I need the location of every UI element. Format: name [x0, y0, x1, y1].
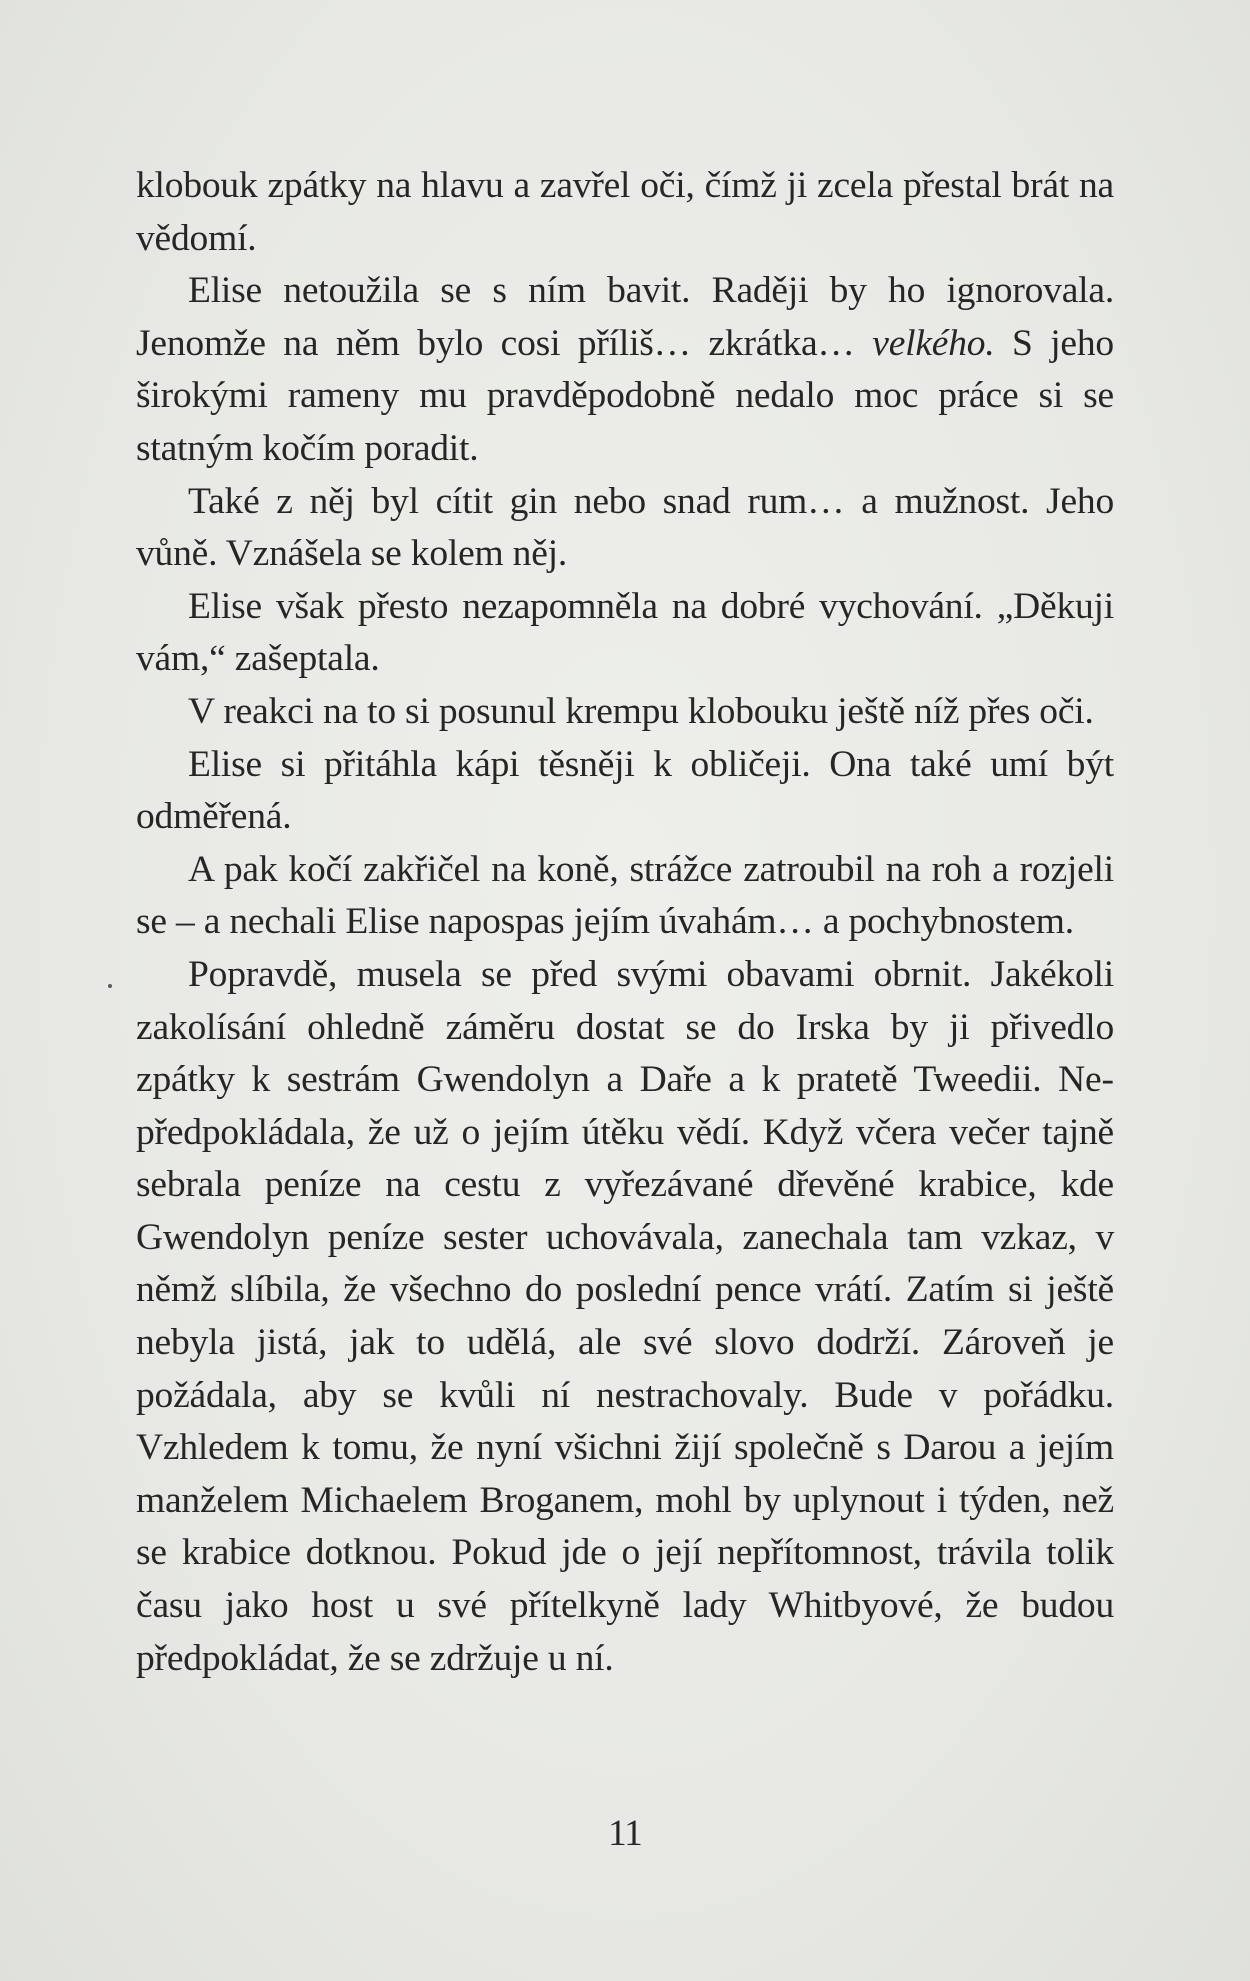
- paragraph: [136, 581, 1114, 686]
- text-run: Také z něj byl cítit gin nebo snad rum… a mužnost. Jeho vůně. Vznášela se kolem něj.: [136, 480, 1114, 575]
- margin-speck: [108, 984, 112, 988]
- page-number: 11: [608, 1813, 642, 1854]
- text-run: V reakci na to si posunul krempu klobouku ještě níž přes oči.: [188, 690, 1094, 732]
- paragraph: [136, 844, 1114, 949]
- paragraph: [136, 160, 1114, 265]
- paragraph: [136, 265, 1114, 475]
- text-run: Elise však přesto nezapomněla na dobré vychování. „Děkuji vám,“ zašeptala.: [136, 585, 1114, 680]
- paragraph: [136, 476, 1114, 581]
- paragraph: [136, 949, 1114, 1685]
- body-text: [136, 160, 1114, 1685]
- text-run: S jeho širokými rameny mu pravděpodobně nedalo moc práce si se statným kočím poradit.: [136, 322, 1114, 469]
- text-run: Elise si přitáhla kápi těsněji k obličeji. Ona také umí být odměřená.: [136, 743, 1114, 838]
- italic-text: velkého.: [872, 322, 995, 364]
- text-run: Popravdě, musela se před svými obavami obrnit. Jakékoli zakolísání ohledně záměru dostat se do Irska by ji přivedlo zpátky k sestrám Gwendolyn a Daře a k pratetě Tweedii. Nepředpokládala, že už o jejím útěku vědí. Když včera večer tajně sebrala peníze na cestu z vyřezávané dřevěné krabice, kde Gwendolyn peníze sester uchovávala, zanechala tam vzkaz, v němž slíbila, že všechno do poslední pence vrátí. Zatím si ještě nebyla jistá, jak to udělá, ale své slovo dodrží. Zároveň je požádala, aby se kvůli ní nestrachovaly. Bude v pořádku. Vzhledem k tomu, že nyní všichni žijí společně s Darou a jejím manželem Michaelem Broganem, mohl by uplynout i týden, než se krabice dotknou. Pokud jde o její nepřítomnost, trávila tolik času jako host u své přítelkyně lady Whitbyové, že budou předpokládat, že se zdržuje u ní.: [136, 953, 1114, 1679]
- text-run: Elise netoužila se s ním bavit. Raději by ho ignorovala. Jenomže na něm bylo cosi příliš… zkrátka…: [136, 270, 1114, 364]
- paragraph: [136, 686, 1114, 739]
- text-run: A pak kočí zakřičel na koně, strážce zatroubil na roh a rozjeli se – a nechali Elise napospas jejím úvahám… a pochybnostem.: [136, 848, 1114, 943]
- paragraph: [136, 739, 1114, 844]
- text-run: klobouk zpátky na hlavu a zavřel oči, čímž ji zcela přestal brát na vědomí.: [136, 165, 1114, 259]
